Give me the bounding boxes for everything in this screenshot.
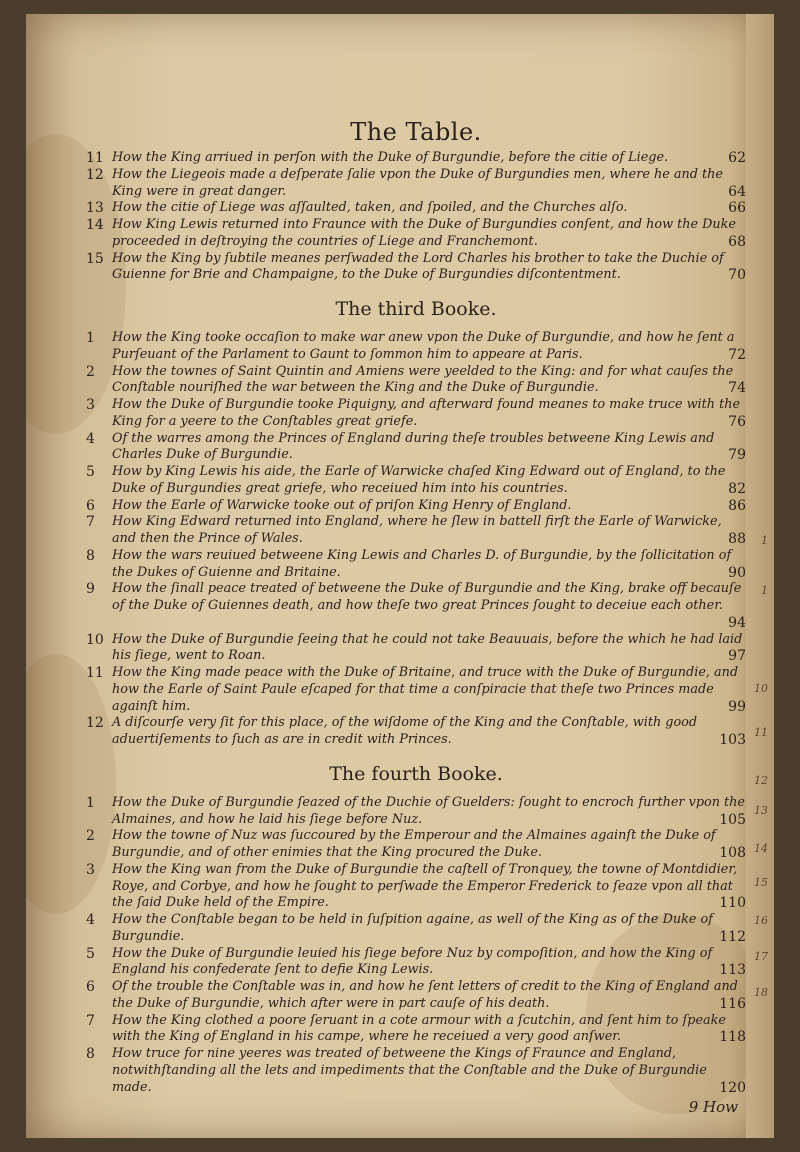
toc-entry xyxy=(86,1013,746,1047)
chapter-title-text: How the Duke of Burgundie ſeazed of the Duchie of Guelders: ſought to encroch further vpon the Almaines, and how he laid his ſiege before Nuz. xyxy=(112,794,745,827)
chapter-title xyxy=(112,364,746,398)
page-number: 97 xyxy=(728,648,746,665)
page-number: 108 xyxy=(719,845,746,861)
chapter-number: 3 xyxy=(86,861,95,878)
chapter-title xyxy=(112,715,746,749)
chapter-number: 4 xyxy=(86,430,95,447)
book-heading: The fourth Booke. xyxy=(329,762,503,785)
page-number: 88 xyxy=(728,531,746,547)
page-number: 86 xyxy=(728,497,746,514)
toc-entry xyxy=(86,862,746,912)
margin-number: 15 xyxy=(754,876,768,889)
page-number: 70 xyxy=(728,267,746,284)
page-number: 62 xyxy=(728,150,746,166)
sections-container xyxy=(86,150,746,1096)
chapter-title-text: How the wars reuiued betweene King Lewis and Charles D. of Burgundie, by the ſollicitation of the Dukes of Guienne and Britaine. xyxy=(112,547,732,580)
toc-entry xyxy=(86,150,746,167)
toc-entry xyxy=(86,912,746,946)
chapter-title xyxy=(112,464,746,498)
toc-entry xyxy=(86,548,746,582)
chapter-title xyxy=(112,1013,746,1047)
margin-number: 1 xyxy=(761,534,768,547)
chapter-number: 7 xyxy=(86,514,95,531)
chapter-title-text: How the King tooke occaſion to make war anew vpon the Duke of Burgundie, and how he ſent a Purſeuant of the Parlament to Gaunt to ſommon him to appeare at Paris. xyxy=(112,330,735,362)
chapter-title-text: How by King Lewis his aide, the Earle of Warwicke chaſed King Edward out of England, to the Duke of Burgundies great griefe, who receiued him into his countries. xyxy=(112,464,726,496)
toc-entry xyxy=(86,795,746,829)
page-number: 94 xyxy=(728,614,746,631)
toc-entry xyxy=(86,1046,746,1096)
chapter-title xyxy=(112,828,746,862)
toc-entry xyxy=(86,431,746,465)
table-of-contents xyxy=(86,118,746,1116)
chapter-title-text: How the Liegeois made a deſperate ſalie vpon the Duke of Burgundies men, where he and the King were in great danger. xyxy=(112,166,723,199)
chapter-title-text: How the ſinall peace treated of betweene the Duke of Burgundie and the King, brake off becauſe of the Duke of Guiennes death, and how theſe two great Princes ſought to deceiue each other. xyxy=(112,581,742,613)
chapter-number: 12 xyxy=(86,715,104,732)
chapter-title-text: How the Earle of Warwicke tooke out of priſon King Henry of England. xyxy=(112,497,572,513)
page-number: 105 xyxy=(719,811,746,828)
chapter-number: 6 xyxy=(86,497,95,514)
toc-entry xyxy=(86,946,746,980)
chapter-title xyxy=(112,665,746,715)
chapter-title xyxy=(112,330,746,364)
chapter-title xyxy=(112,581,746,631)
page-number: 68 xyxy=(728,233,746,250)
chapter-title xyxy=(112,912,746,946)
chapter-title xyxy=(112,548,746,582)
margin-number: 18 xyxy=(754,986,768,999)
page-number: 103 xyxy=(719,732,746,748)
margin-number: 13 xyxy=(754,804,768,817)
page-number: 90 xyxy=(728,564,746,581)
toc-entry xyxy=(86,665,746,715)
toc-entry xyxy=(86,715,746,749)
toc-entry xyxy=(86,498,746,515)
chapter-title-text: How the King arriued in perſon with the Duke of Burgundie, before the citie of Liege. xyxy=(112,150,669,165)
chapter-title-text: How the King clothed a poore ſeruant in a cote armour with a ſcutchin, and ſent him to ſpeake with the King of England in his campe, where he receiued a very good anſwer. xyxy=(112,1012,726,1045)
chapter-number: 12 xyxy=(86,166,104,183)
toc-entry xyxy=(86,979,746,1013)
book-section xyxy=(86,298,746,749)
chapter-title xyxy=(112,979,746,1013)
chapter-title-text: How the King by ſubtile meanes perſwaded the Lord Charles his brother to take the Duchie of Guienne for Brie and Champaigne, to the Duke of Burgundies diſcontentment. xyxy=(112,250,724,283)
chapter-number: 11 xyxy=(86,665,104,681)
book-section xyxy=(86,150,746,284)
chapter-title-text: How the towne of Nuz was ſuccoured by the Emperour and the Almaines againſt the Duke of Burgundie, and of other enimies that the King procured the Duke. xyxy=(112,828,716,860)
toc-entry xyxy=(86,217,746,251)
chapter-title xyxy=(112,862,746,912)
page-number: 82 xyxy=(728,480,746,497)
chapter-title-text: How the citie of Liege was aſſaulted, taken, and ſpoiled, and the Churches alſo. xyxy=(112,200,628,216)
chapter-title xyxy=(112,946,746,980)
chapter-number: 8 xyxy=(86,547,95,564)
page-number: 64 xyxy=(728,183,746,200)
page-number: 66 xyxy=(728,200,746,217)
page-title: The Table. xyxy=(350,118,482,146)
chapter-title xyxy=(112,795,746,829)
chapter-title xyxy=(112,498,746,515)
chapter-number: 13 xyxy=(86,200,104,217)
chapter-number: 5 xyxy=(86,945,95,962)
toc-entry xyxy=(86,330,746,364)
chapter-number: 1 xyxy=(86,330,95,346)
book-page xyxy=(26,14,774,1138)
toc-entry xyxy=(86,251,746,285)
page-number: 112 xyxy=(719,928,746,945)
chapter-number: 2 xyxy=(86,363,95,380)
right-margin-strip xyxy=(746,14,774,1138)
toc-entry xyxy=(86,167,746,201)
chapter-number: 3 xyxy=(86,397,95,413)
chapter-title-text: Of the trouble the Conſtable was in, and how he ſent letters of credit to the King of England and the Duke of Burgundie, which after were in part cauſe of his death. xyxy=(112,979,738,1011)
toc-entry xyxy=(86,364,746,398)
page-number: 110 xyxy=(719,895,746,912)
chapter-title xyxy=(112,397,746,431)
toc-entry xyxy=(86,828,746,862)
chapter-number: 7 xyxy=(86,1012,95,1029)
page-number: 116 xyxy=(719,995,746,1012)
chapter-title-text: A diſcourſe very ſit for this place, of the wiſdome of the King and the Conſtable, with good aduertiſements to ſuch as are in credit with Princes. xyxy=(112,715,698,747)
page-number: 118 xyxy=(719,1029,746,1046)
chapter-number: 9 xyxy=(86,581,95,598)
chapter-title xyxy=(112,431,746,465)
chapter-title xyxy=(112,632,746,666)
chapter-title-text: How the King wan from the Duke of Burgundie the caſtell of Tronquey, the towne of Montdidier, Roye, and Corbye, and how he ſought to perſwade the Emperor Frederick to ſeaze vpon all that the ſaid Duke held of the Empire. xyxy=(112,861,738,911)
toc-entry xyxy=(86,581,746,631)
chapter-title-text: How the Duke of Burgundie tooke Piquigny, and afterward found meanes to make truce with the King for a yeere to the Conſtables great griefe. xyxy=(112,397,741,429)
chapter-title-text: How the Duke of Burgundie leuied his ſiege before Nuz by compoſition, and how the King of England his confederate ſent to defie King Lewis. xyxy=(112,945,713,978)
margin-number: 1 xyxy=(761,584,768,597)
page-number: 120 xyxy=(719,1079,746,1096)
margin-number: 12 xyxy=(754,774,768,787)
page-number: 74 xyxy=(728,380,746,397)
chapter-title-text: How the Duke of Burgundie ſeeing that he could not take Beauuais, before the which he had laid his ſiege, went to Roan. xyxy=(112,631,743,664)
chapter-title-text: How the Conſtable began to be held in ſuſpition againe, as well of the King as of the Duke of Burgundie. xyxy=(112,912,713,944)
page-number: 113 xyxy=(719,962,746,979)
chapter-number: 2 xyxy=(86,828,95,845)
toc-entry xyxy=(86,397,746,431)
chapter-number: 11 xyxy=(86,150,104,166)
book-heading: The third Booke. xyxy=(335,298,497,320)
toc-entry xyxy=(86,632,746,666)
chapter-title-text: Of the warres among the Princes of England during theſe troubles betweene King Lewis and Charles Duke of Burgundie. xyxy=(112,430,715,463)
chapter-title xyxy=(112,200,746,217)
book-section xyxy=(86,763,746,1097)
chapter-number: 15 xyxy=(86,250,104,267)
chapter-number: 1 xyxy=(86,794,95,811)
margin-number: 16 xyxy=(754,914,768,927)
chapter-title xyxy=(112,150,746,167)
chapter-title xyxy=(112,167,746,201)
chapter-number: 10 xyxy=(86,631,104,648)
chapter-title-text: How truce for nine yeeres was treated of betweene the Kings of Fraunce and England, notwithſtanding all the lets and impediments that the Conſtable and the Duke of Burgundie made. xyxy=(112,1046,707,1095)
toc-entry xyxy=(86,464,746,498)
chapter-number: 6 xyxy=(86,979,95,995)
margin-number: 17 xyxy=(754,950,768,963)
page-number: 72 xyxy=(728,346,746,363)
chapter-number: 4 xyxy=(86,912,95,928)
margin-number: 11 xyxy=(754,726,768,739)
chapter-number: 14 xyxy=(86,217,104,233)
chapter-title xyxy=(112,1046,746,1096)
chapter-title-text: How King Edward returned into England, where he ſlew in battell firſt the Earle of Warwicke, and then the Prince of Wales. xyxy=(112,514,722,546)
chapter-title-text: How King Lewis returned into Fraunce with the Duke of Burgundies conſent, and how the Duke proceeded in deſtroying the countries of Liege and Franchemont. xyxy=(112,217,736,249)
chapter-title xyxy=(112,217,746,251)
chapter-title-text: How the King made peace with the Duke of Britaine, and truce with the Duke of Burgundie, and how the Earle of Saint Paule eſcaped for that time a conſpiracie that theſe two Princes made againſt him. xyxy=(112,665,739,714)
margin-number: 14 xyxy=(754,842,768,855)
chapter-title-text: How the townes of Saint Quintin and Amiens were yeelded to the King: and for what cauſes the Conſtable nouriſhed the war between the King and the Duke of Burgundie. xyxy=(112,363,734,396)
page-number: 79 xyxy=(728,447,746,464)
toc-entry xyxy=(86,200,746,217)
margin-number: 10 xyxy=(754,682,768,695)
chapter-title xyxy=(112,251,746,285)
chapter-title xyxy=(112,514,746,548)
catchword: 9 How xyxy=(688,1098,738,1117)
chapter-number: 8 xyxy=(86,1046,95,1062)
chapter-number: 5 xyxy=(86,464,95,480)
page-number: 99 xyxy=(728,698,746,715)
toc-entry xyxy=(86,514,746,548)
page-number: 76 xyxy=(728,413,746,430)
